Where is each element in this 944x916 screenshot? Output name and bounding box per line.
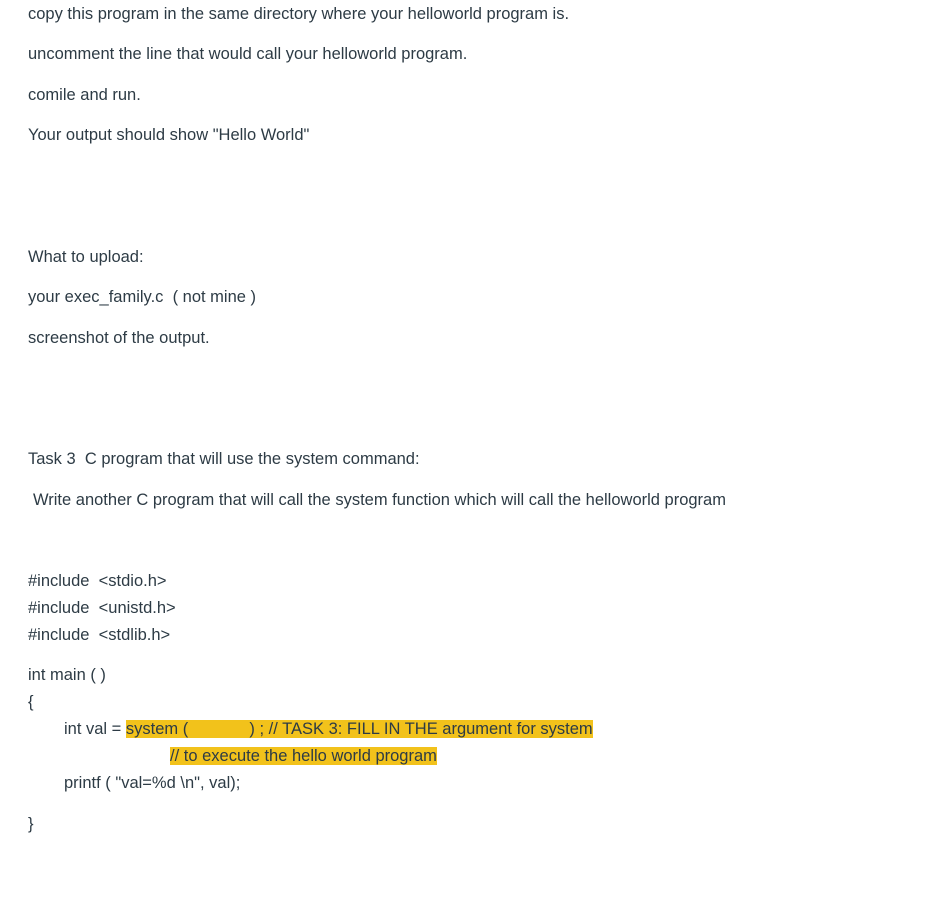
code-main-signature: int main ( ) xyxy=(28,666,106,684)
code-comment-continuation xyxy=(170,746,437,766)
code-printf-line: printf ( "val=%d \n", val); xyxy=(64,774,241,792)
code-close-brace: } xyxy=(28,815,34,833)
instruction-uncomment: uncomment the line that would call your helloworld program. xyxy=(28,45,468,63)
code-system-call: system ( ) ; // TASK 3: FILL IN THE argument for system xyxy=(125,720,593,738)
code-system-call-line xyxy=(64,719,593,739)
instruction-compile: comile and run. xyxy=(28,86,141,104)
code-comment-highlight: // to execute the hello world program xyxy=(170,747,437,765)
code-open-brace: { xyxy=(28,693,34,711)
task3-title: Task 3 C program that will use the system command: xyxy=(28,450,420,468)
instruction-copy: copy this program in the same directory where your helloworld program is. xyxy=(28,5,570,23)
upload-heading: What to upload: xyxy=(28,248,144,266)
upload-item-screenshot: screenshot of the output. xyxy=(28,329,210,347)
code-include-stdio: #include <stdio.h> xyxy=(28,572,167,590)
upload-item-source: your exec_family.c ( not mine ) xyxy=(28,288,257,306)
task3-description: Write another C program that will call the system function which will call the helloworld program xyxy=(33,491,726,509)
code-include-unistd: #include <unistd.h> xyxy=(28,599,176,617)
code-include-stdlib: #include <stdlib.h> xyxy=(28,626,171,644)
code-val-prefix: int val = xyxy=(64,720,126,738)
instruction-output: Your output should show "Hello World" xyxy=(28,126,310,144)
